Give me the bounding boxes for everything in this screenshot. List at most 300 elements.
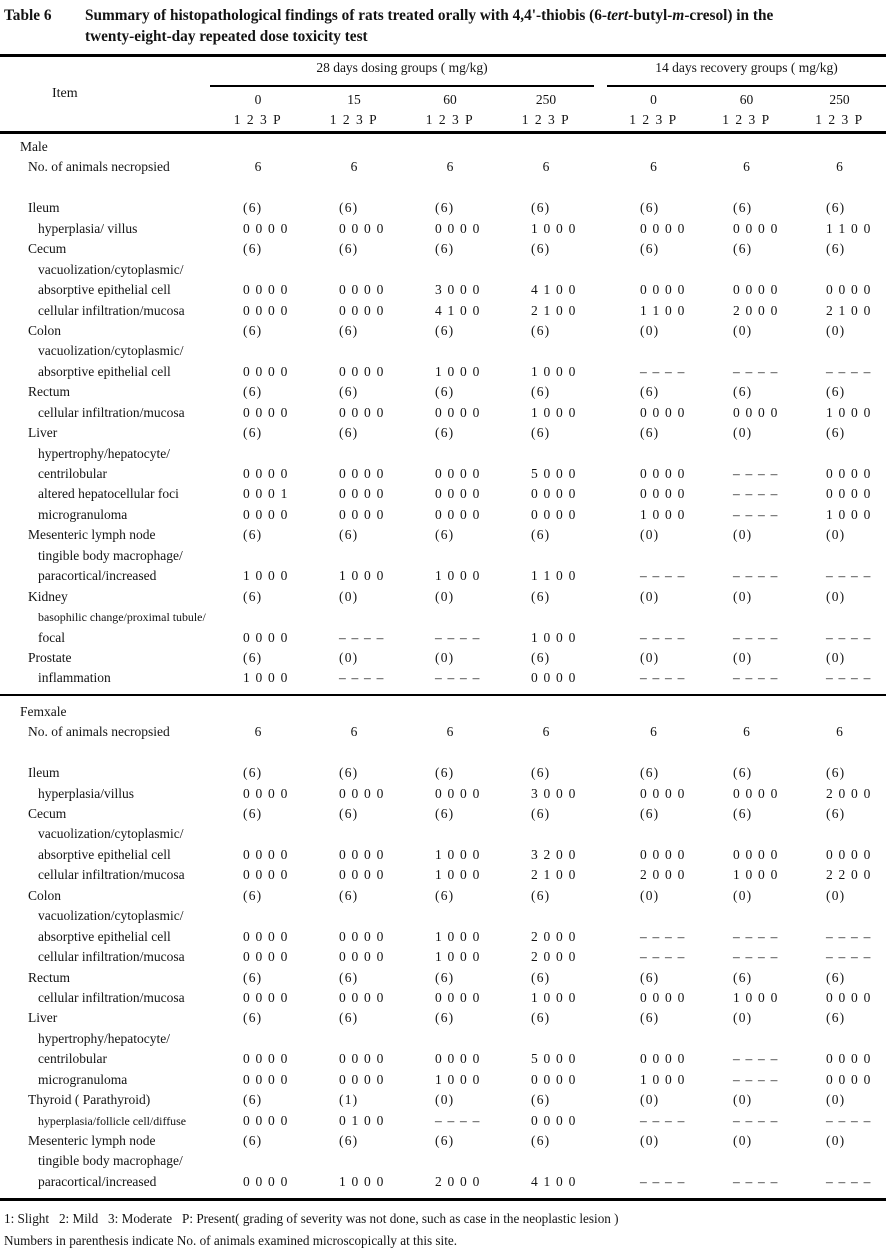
table-row xyxy=(0,668,886,688)
column-gap xyxy=(594,784,607,804)
group-gap xyxy=(594,57,607,87)
row-label: Colon xyxy=(28,322,62,338)
cell-value: (0) xyxy=(339,588,359,604)
title-italic-tert: tert xyxy=(606,7,629,24)
cell-value: 0 0 0 0 xyxy=(339,1051,385,1067)
table-row xyxy=(0,702,886,722)
cell-value: 0 0 0 0 xyxy=(531,1071,577,1087)
cell-value: 0 0 0 0 xyxy=(243,506,289,522)
cell-value: (6) xyxy=(733,969,753,985)
column-gap xyxy=(594,1090,607,1110)
cell-value: – – – – xyxy=(733,568,779,584)
cell-value: (6) xyxy=(339,1133,359,1148)
cell-value: (6) xyxy=(243,887,263,903)
cell-value: (6) xyxy=(339,241,359,257)
cell-value: (6) xyxy=(531,765,551,781)
cell-value: (6) xyxy=(531,649,551,665)
table-row xyxy=(0,947,886,967)
table-row xyxy=(0,587,886,607)
column-gap xyxy=(594,280,607,300)
cell-value: 0 0 0 0 xyxy=(826,486,872,502)
cell-value: (6) xyxy=(640,384,660,400)
cell-value: (6) xyxy=(435,322,455,338)
cell-value: (0) xyxy=(733,887,753,903)
cell-value: 0 0 0 0 xyxy=(640,785,686,801)
cell-value: 6 xyxy=(743,159,750,175)
column-gap xyxy=(594,845,607,865)
table-row xyxy=(0,1111,886,1131)
cell-value: 0 0 0 0 xyxy=(243,404,289,420)
cell-value: 4 1 0 0 xyxy=(531,282,577,298)
cell-value: (6) xyxy=(531,425,551,441)
row-label: cellular infiltration/mucosa xyxy=(38,989,185,1005)
cell-value: 5 0 0 0 xyxy=(531,1051,577,1067)
cell-value: – – – – xyxy=(640,1173,686,1189)
cell-value: 0 0 0 0 xyxy=(435,506,481,522)
column-gap xyxy=(594,382,607,402)
table-row xyxy=(0,157,886,177)
row-label: No. of animals necropsied xyxy=(28,724,170,740)
cell-value: 0 0 0 0 xyxy=(339,928,385,944)
cell-value: 1 0 0 0 xyxy=(531,404,577,420)
cell-value: (6) xyxy=(243,1092,263,1108)
table-row xyxy=(0,1008,886,1028)
row-label: Prostate xyxy=(28,649,72,665)
cell-value: (6) xyxy=(243,384,263,400)
grade-scale-header: 1 2 3 P xyxy=(629,111,678,127)
cell-value: (0) xyxy=(826,649,846,665)
cell-value: (6) xyxy=(640,765,660,781)
cell-value: 0 0 0 0 xyxy=(243,989,289,1005)
cell-value: (6) xyxy=(826,806,846,821)
row-label: vacuolization/cytoplasmic/ xyxy=(38,261,184,277)
table-body xyxy=(0,134,886,1192)
cell-value: 1 0 0 0 xyxy=(826,506,872,522)
cell-value: – – – – xyxy=(435,1112,481,1128)
footnotes xyxy=(0,1201,886,1252)
cell-value: (6) xyxy=(243,200,263,216)
cell-value: 6 xyxy=(350,159,358,175)
cell-value: (6) xyxy=(243,649,263,665)
cell-value: (6) xyxy=(826,241,846,257)
row-label: Liver xyxy=(28,425,58,441)
cell-value: (0) xyxy=(640,527,660,543)
table-row xyxy=(0,804,886,824)
cell-value: (6) xyxy=(435,1133,455,1148)
cell-value: (6) xyxy=(435,241,455,257)
cell-value: (6) xyxy=(531,1092,551,1108)
table-row xyxy=(0,444,886,464)
table-row xyxy=(0,607,886,627)
cell-value: 0 0 0 0 xyxy=(339,302,385,318)
cell-value: (6) xyxy=(243,969,263,985)
title-line-1 xyxy=(85,5,881,26)
row-label: Male xyxy=(20,139,48,154)
cell-value: 2 0 0 0 xyxy=(640,867,686,883)
cell-value: 0 0 0 0 xyxy=(733,785,779,801)
grade-scale-header: 1 2 3 P xyxy=(329,111,379,127)
dose-header: 0 xyxy=(254,92,262,107)
cell-value: 0 0 0 0 xyxy=(640,486,686,502)
column-gap xyxy=(594,927,607,947)
cell-value: 0 0 0 0 xyxy=(243,282,289,298)
cell-value: 1 0 0 0 xyxy=(531,629,577,645)
cell-value: 0 0 0 0 xyxy=(435,989,481,1005)
cell-value: (0) xyxy=(435,588,455,604)
cell-value: (6) xyxy=(733,806,753,821)
cell-value: 1 0 0 0 xyxy=(435,928,481,944)
cell-value: 0 0 0 0 xyxy=(339,466,385,481)
cell-value: 0 0 0 0 xyxy=(531,486,577,502)
column-gap xyxy=(594,1111,607,1131)
cell-value: – – – – xyxy=(733,928,779,944)
cell-value: (6) xyxy=(531,588,551,604)
cell-value: 0 0 0 0 xyxy=(243,1051,289,1067)
table-row xyxy=(0,403,886,423)
cell-value: 0 0 0 0 xyxy=(640,989,686,1005)
column-gap xyxy=(594,968,607,988)
cell-value: (6) xyxy=(339,322,359,338)
row-label: vacuolization/cytoplasmic/ xyxy=(38,826,184,842)
cell-value: 1 0 0 0 xyxy=(531,989,577,1005)
cell-value: – – – – xyxy=(733,466,779,481)
cell-value: 1 0 0 0 xyxy=(243,568,289,584)
cell-value: 1 0 0 0 xyxy=(733,867,779,883)
cell-value: (6) xyxy=(435,765,455,781)
cell-value: (6) xyxy=(531,200,551,216)
cell-value: 0 0 0 0 xyxy=(640,846,686,862)
cell-value: 1 0 0 0 xyxy=(826,404,872,420)
cell-value: 3 0 0 0 xyxy=(435,282,481,298)
column-gap xyxy=(594,648,607,668)
title-italic-m: m xyxy=(672,7,685,24)
table-row xyxy=(0,784,886,804)
cell-value: – – – – xyxy=(826,363,872,379)
row-label: focal xyxy=(38,629,65,645)
row-label: absorptive epithelial cell xyxy=(38,846,171,862)
cell-value: 2 0 0 0 xyxy=(435,1173,481,1189)
cell-value: – – – – xyxy=(826,928,872,944)
row-label: cellular infiltration/mucosa xyxy=(38,867,185,883)
table-row xyxy=(0,1090,886,1110)
cell-value: – – – – xyxy=(733,949,779,965)
cell-value: (6) xyxy=(435,384,455,400)
title-text: Summary of histopathological findings of rats treated orally with 4,4'-thiobis (6- xyxy=(85,7,607,24)
cell-value: 0 0 0 0 xyxy=(243,363,289,379)
cell-value: (6) xyxy=(640,806,660,821)
cell-value: 0 0 0 0 xyxy=(531,670,577,686)
cell-value: 6 xyxy=(446,159,454,175)
cell-value: – – – – xyxy=(733,363,779,379)
cell-value: (6) xyxy=(826,765,846,781)
grade-scale-row xyxy=(210,108,886,131)
table-row xyxy=(0,382,886,402)
cell-value: 0 0 0 0 xyxy=(733,220,779,236)
cell-value: 0 0 0 0 xyxy=(640,282,686,298)
cell-value: – – – – xyxy=(640,568,686,584)
cell-value: – – – – xyxy=(435,670,481,686)
column-gap xyxy=(594,988,607,1008)
cell-value: – – – – xyxy=(339,629,385,645)
column-gap xyxy=(594,1172,607,1192)
cell-value: (6) xyxy=(339,384,359,400)
cell-value: (0) xyxy=(733,1010,753,1026)
cell-value: 0 0 0 0 xyxy=(243,785,289,801)
column-gap xyxy=(594,362,607,382)
row-label: vacuolization/cytoplasmic/ xyxy=(38,908,184,924)
cell-value: – – – – xyxy=(640,928,686,944)
cell-value: – – – – xyxy=(435,629,481,645)
cell-value: (6) xyxy=(826,425,846,441)
cell-value: (0) xyxy=(733,1092,753,1108)
table-row xyxy=(0,824,886,844)
cell-value: (0) xyxy=(826,887,846,903)
cell-value: 0 0 0 0 xyxy=(826,846,872,862)
column-gap xyxy=(594,198,607,218)
row-label: hyperplasia/follicle cell/diffuse xyxy=(38,1113,187,1128)
cell-value: (1) xyxy=(339,1092,359,1108)
cell-value: 0 0 0 0 xyxy=(826,989,872,1005)
cell-value: 0 0 0 0 xyxy=(339,282,385,298)
row-label: Femxale xyxy=(20,703,67,719)
table-row xyxy=(0,968,886,988)
column-gap xyxy=(594,525,607,545)
cell-value: 1 0 0 0 xyxy=(640,506,686,522)
cell-value: (6) xyxy=(435,527,455,543)
table-row xyxy=(0,137,886,157)
cell-value: – – – – xyxy=(733,1112,779,1128)
cell-value: (6) xyxy=(531,806,551,821)
cell-value: – – – – xyxy=(826,1173,872,1189)
column-gap xyxy=(594,886,607,906)
cell-value: (6) xyxy=(531,887,551,903)
cell-value: 1 0 0 0 xyxy=(435,568,481,584)
table-row xyxy=(0,1172,886,1192)
cell-value: 0 0 0 0 xyxy=(243,846,289,862)
cell-value: 1 1 0 0 xyxy=(531,568,577,584)
column-gap xyxy=(594,947,607,967)
cell-value: 1 0 0 0 xyxy=(531,363,577,379)
cell-value: (6) xyxy=(339,969,359,985)
row-label: paracortical/increased xyxy=(38,568,157,584)
cell-value: 1 0 0 0 xyxy=(243,670,289,686)
row-label: cellular infiltration/mucosa xyxy=(38,404,185,420)
table-row xyxy=(0,301,886,321)
cell-value: 0 0 0 0 xyxy=(243,466,289,481)
cell-value: (6) xyxy=(531,384,551,400)
cell-value: 4 1 0 0 xyxy=(531,1173,577,1189)
column-gap xyxy=(594,1131,607,1151)
cell-value: (6) xyxy=(435,969,455,985)
cell-value: 0 0 0 0 xyxy=(243,629,289,645)
cell-value: – – – – xyxy=(339,670,385,686)
table-row xyxy=(0,566,886,586)
row-label: No. of animals necropsied xyxy=(28,159,170,175)
cell-value: (0) xyxy=(640,1092,660,1108)
cell-value: 2 1 0 0 xyxy=(531,302,577,318)
cell-value: (6) xyxy=(339,1010,359,1026)
column-gap xyxy=(594,321,607,341)
column-gap xyxy=(594,587,607,607)
cell-value: 1 0 0 0 xyxy=(435,867,481,883)
dose-row xyxy=(210,87,886,108)
section-femxale xyxy=(0,702,886,1193)
cell-value: 0 0 0 0 xyxy=(339,486,385,502)
dosing-group-header xyxy=(210,57,594,87)
cell-value: – – – – xyxy=(826,949,872,965)
cell-value: 3 0 0 0 xyxy=(531,785,577,801)
cell-value: (6) xyxy=(733,384,753,400)
table-row xyxy=(0,927,886,947)
cell-value: 0 0 0 1 xyxy=(243,486,289,502)
cell-value: 5 0 0 0 xyxy=(531,466,577,481)
table-row xyxy=(0,219,886,239)
row-label: absorptive epithelial cell xyxy=(38,928,171,944)
cell-value: 0 0 0 0 xyxy=(243,949,289,965)
cell-value: (0) xyxy=(733,588,753,604)
cell-value: 0 0 0 0 xyxy=(640,466,686,481)
dosing-group-label: 28 days dosing groups ( mg/kg) xyxy=(316,60,488,75)
cell-value: (6) xyxy=(243,322,263,338)
cell-value: (6) xyxy=(435,806,455,821)
cell-value: 0 0 0 0 xyxy=(243,220,289,236)
cell-value: (6) xyxy=(826,969,846,985)
column-gap xyxy=(594,423,607,443)
cell-value: 0 0 0 0 xyxy=(339,404,385,420)
cell-value: – – – – xyxy=(826,568,872,584)
cell-value: 6 xyxy=(254,724,262,740)
cell-value: (0) xyxy=(733,649,753,665)
cell-value: 0 0 0 0 xyxy=(826,282,872,298)
cell-value: (6) xyxy=(640,969,660,985)
cell-value: 0 0 0 0 xyxy=(339,949,385,965)
column-gap xyxy=(594,566,607,586)
row-label: microgranuloma xyxy=(38,506,128,522)
row-label: centrilobular xyxy=(38,1051,107,1067)
cell-value: (0) xyxy=(640,588,660,604)
cell-value: (6) xyxy=(339,425,359,441)
cell-value: 0 0 0 0 xyxy=(733,846,779,862)
cell-value: 2 0 0 0 xyxy=(531,949,577,965)
row-label: cellular infiltration/mucosa xyxy=(38,302,185,318)
cell-value: 0 0 0 0 xyxy=(243,1071,289,1087)
cell-value: (6) xyxy=(243,806,263,821)
cell-value: 0 0 0 0 xyxy=(243,302,289,318)
row-label: Kidney xyxy=(28,588,68,604)
cell-value: 0 0 0 0 xyxy=(243,1173,289,1189)
cell-value: 0 0 0 0 xyxy=(243,867,289,883)
item-column-header: Item xyxy=(52,86,78,101)
table-row xyxy=(0,763,886,783)
row-label: Colon xyxy=(28,887,62,903)
cell-value: (6) xyxy=(531,969,551,985)
title-text: -cresol) in the xyxy=(684,7,774,24)
dose-header: 250 xyxy=(535,92,557,107)
column-gap xyxy=(594,157,607,177)
cell-value: – – – – xyxy=(640,363,686,379)
cell-value: (0) xyxy=(826,1133,846,1148)
cell-value: – – – – xyxy=(826,670,872,686)
cell-value: 0 0 0 0 xyxy=(339,846,385,862)
cell-value: (0) xyxy=(826,1092,846,1108)
cell-value: (6) xyxy=(640,200,660,216)
cell-value: (6) xyxy=(339,806,359,821)
row-label: vacuolization/cytoplasmic/ xyxy=(38,343,184,359)
cell-value: (6) xyxy=(339,200,359,216)
cell-value: 3 2 0 0 xyxy=(531,846,577,862)
cell-value: 1 1 0 0 xyxy=(826,220,872,236)
title-block xyxy=(0,0,886,47)
cell-value: 1 0 0 0 xyxy=(435,949,481,965)
cell-value: (6) xyxy=(826,1010,846,1026)
row-label: Mesenteric lymph node xyxy=(28,527,156,543)
cell-value: 0 0 0 0 xyxy=(435,220,481,236)
cell-value: 1 0 0 0 xyxy=(531,220,577,236)
cell-value: (0) xyxy=(826,527,846,543)
column-gap xyxy=(594,1049,607,1069)
row-label: tingible body macrophage/ xyxy=(38,1153,183,1169)
cell-value: 2 1 0 0 xyxy=(826,302,872,318)
cell-value: 0 0 0 0 xyxy=(339,989,385,1005)
row-label: hyperplasia/ villus xyxy=(38,220,138,236)
section-divider-rule xyxy=(0,694,886,696)
table-row xyxy=(0,321,886,341)
column-gap xyxy=(594,239,607,259)
cell-value: (0) xyxy=(640,1133,660,1148)
title-text: -butyl- xyxy=(628,7,673,24)
cell-value: 1 0 0 0 xyxy=(640,1071,686,1087)
cell-value: 0 0 0 0 xyxy=(243,928,289,944)
row-label: basophilic change/proximal tubule/ xyxy=(38,610,206,625)
cell-value: (6) xyxy=(243,1010,263,1026)
row-label: absorptive epithelial cell xyxy=(38,363,171,379)
cell-value: (6) xyxy=(733,200,753,216)
cell-value: 2 0 0 0 xyxy=(733,302,779,318)
cell-value: (0) xyxy=(733,1133,753,1148)
column-gap xyxy=(594,865,607,885)
cell-value: 6 xyxy=(836,159,843,175)
cell-value: 0 0 0 0 xyxy=(339,785,385,801)
cell-value: – – – – xyxy=(733,629,779,645)
grade-scale-header: 1 2 3 P xyxy=(722,111,771,127)
cell-value: 1 0 0 0 xyxy=(339,568,385,584)
cell-value: 0 0 0 0 xyxy=(435,404,481,420)
table-row xyxy=(0,546,886,566)
row-label: hypertrophy/hepatocyte/ xyxy=(38,1030,170,1046)
table-row xyxy=(0,722,886,742)
column-gap xyxy=(594,628,607,648)
cell-value: 0 0 0 0 xyxy=(733,404,779,420)
cell-value: (6) xyxy=(640,241,660,257)
cell-value: 6 xyxy=(743,724,750,740)
cell-value: (6) xyxy=(243,527,263,543)
table-row xyxy=(0,648,886,668)
table-row xyxy=(0,464,886,484)
cell-value: (0) xyxy=(640,887,660,903)
row-label: Ileum xyxy=(28,200,60,216)
column-gap xyxy=(594,484,607,504)
cell-value: (6) xyxy=(733,241,753,257)
cell-value: 0 0 0 0 xyxy=(435,785,481,801)
row-label-empty xyxy=(0,743,210,763)
column-gap xyxy=(594,301,607,321)
table-header xyxy=(0,57,886,131)
recovery-group-header xyxy=(607,57,886,87)
cell-value: (0) xyxy=(733,527,753,543)
column-gap xyxy=(594,219,607,239)
row-label: Rectum xyxy=(28,384,70,400)
cell-value: (6) xyxy=(531,322,551,338)
